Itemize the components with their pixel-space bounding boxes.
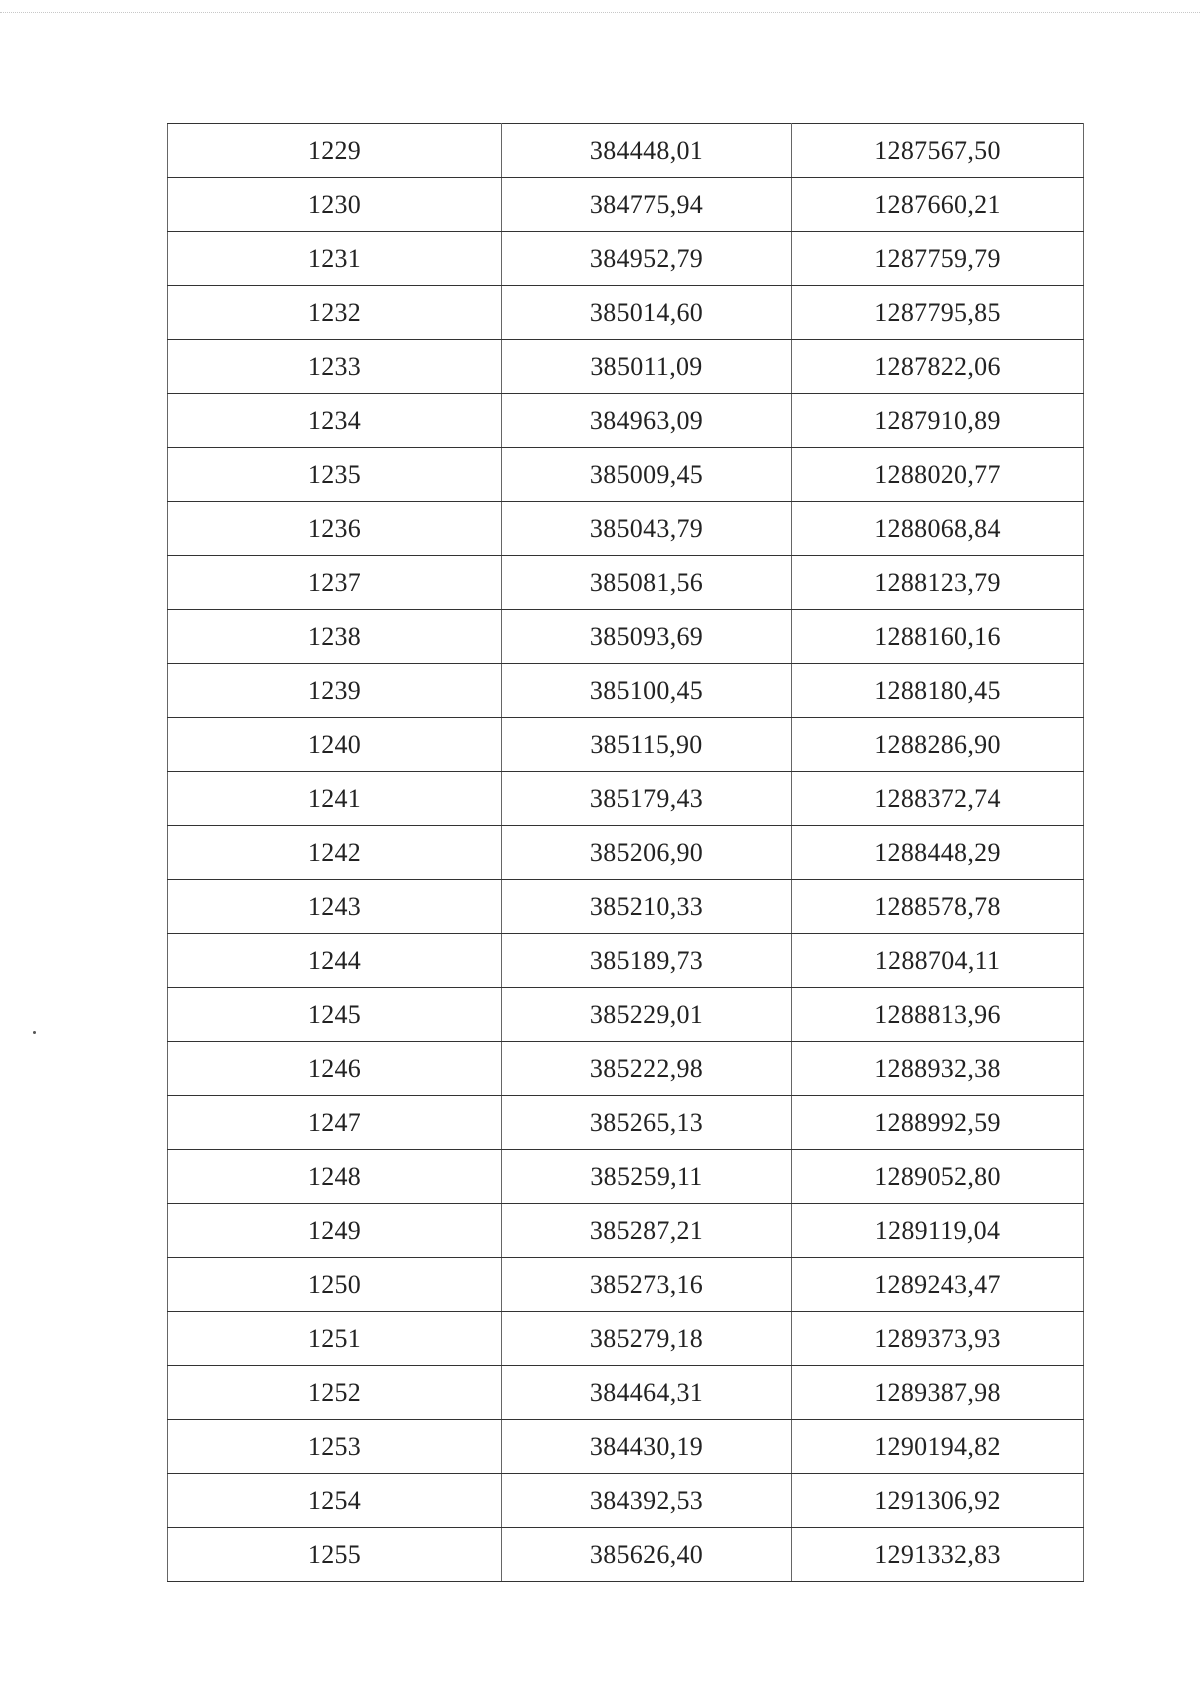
point-number-cell: 1230: [168, 178, 502, 232]
point-number-cell: 1243: [168, 880, 502, 934]
x-coordinate-cell: 385009,45: [502, 448, 792, 502]
x-coordinate-cell: 384392,53: [502, 1474, 792, 1528]
table-row: [168, 1258, 1084, 1312]
x-coordinate-cell: 385014,60: [502, 286, 792, 340]
y-coordinate-cell: 1291332,83: [792, 1528, 1084, 1582]
point-number-cell: 1239: [168, 664, 502, 718]
page-top-rule: [0, 12, 1200, 13]
x-coordinate-cell: 384464,31: [502, 1366, 792, 1420]
table-row: [168, 1042, 1084, 1096]
table-row: [168, 556, 1084, 610]
table-row: [168, 988, 1084, 1042]
y-coordinate-cell: 1289119,04: [792, 1204, 1084, 1258]
y-coordinate-cell: 1287910,89: [792, 394, 1084, 448]
x-coordinate-cell: 384952,79: [502, 232, 792, 286]
y-coordinate-cell: 1288068,84: [792, 502, 1084, 556]
x-coordinate-cell: 385081,56: [502, 556, 792, 610]
x-coordinate-cell: 385287,21: [502, 1204, 792, 1258]
x-coordinate-cell: 385179,43: [502, 772, 792, 826]
point-number-cell: 1235: [168, 448, 502, 502]
y-coordinate-cell: 1288813,96: [792, 988, 1084, 1042]
point-number-cell: 1245: [168, 988, 502, 1042]
table-row: [168, 124, 1084, 178]
y-coordinate-cell: 1290194,82: [792, 1420, 1084, 1474]
x-coordinate-cell: 385100,45: [502, 664, 792, 718]
table-row: [168, 1528, 1084, 1582]
point-number-cell: 1251: [168, 1312, 502, 1366]
point-number-cell: 1249: [168, 1204, 502, 1258]
point-number-cell: 1255: [168, 1528, 502, 1582]
y-coordinate-cell: 1289052,80: [792, 1150, 1084, 1204]
y-coordinate-cell: 1288448,29: [792, 826, 1084, 880]
x-coordinate-cell: 385222,98: [502, 1042, 792, 1096]
table-row: [168, 880, 1084, 934]
x-coordinate-cell: 385011,09: [502, 340, 792, 394]
table-row: [168, 448, 1084, 502]
x-coordinate-cell: 385279,18: [502, 1312, 792, 1366]
table-row: [168, 718, 1084, 772]
x-coordinate-cell: 384775,94: [502, 178, 792, 232]
point-number-cell: 1242: [168, 826, 502, 880]
x-coordinate-cell: 385189,73: [502, 934, 792, 988]
coordinates-table-body: [168, 124, 1084, 1582]
table-row: [168, 394, 1084, 448]
point-number-cell: 1241: [168, 772, 502, 826]
point-number-cell: 1237: [168, 556, 502, 610]
point-number-cell: 1253: [168, 1420, 502, 1474]
table-row: [168, 232, 1084, 286]
y-coordinate-cell: 1287795,85: [792, 286, 1084, 340]
table-row: [168, 610, 1084, 664]
table-row: [168, 502, 1084, 556]
point-number-cell: 1252: [168, 1366, 502, 1420]
table-row: [168, 772, 1084, 826]
table-row: [168, 286, 1084, 340]
x-coordinate-cell: 384430,19: [502, 1420, 792, 1474]
x-coordinate-cell: 385115,90: [502, 718, 792, 772]
y-coordinate-cell: 1287822,06: [792, 340, 1084, 394]
y-coordinate-cell: 1289373,93: [792, 1312, 1084, 1366]
x-coordinate-cell: 385043,79: [502, 502, 792, 556]
y-coordinate-cell: 1288992,59: [792, 1096, 1084, 1150]
x-coordinate-cell: 385265,13: [502, 1096, 792, 1150]
x-coordinate-cell: 385273,16: [502, 1258, 792, 1312]
y-coordinate-cell: 1288123,79: [792, 556, 1084, 610]
point-number-cell: 1236: [168, 502, 502, 556]
point-number-cell: 1229: [168, 124, 502, 178]
table-row: [168, 1096, 1084, 1150]
scan-speck: [33, 1031, 36, 1034]
point-number-cell: 1231: [168, 232, 502, 286]
point-number-cell: 1244: [168, 934, 502, 988]
y-coordinate-cell: 1291306,92: [792, 1474, 1084, 1528]
x-coordinate-cell: 384963,09: [502, 394, 792, 448]
table-row: [168, 340, 1084, 394]
y-coordinate-cell: 1288020,77: [792, 448, 1084, 502]
point-number-cell: 1250: [168, 1258, 502, 1312]
y-coordinate-cell: 1288372,74: [792, 772, 1084, 826]
table-row: [168, 826, 1084, 880]
x-coordinate-cell: 385229,01: [502, 988, 792, 1042]
y-coordinate-cell: 1288578,78: [792, 880, 1084, 934]
x-coordinate-cell: 385093,69: [502, 610, 792, 664]
table-row: [168, 1150, 1084, 1204]
point-number-cell: 1232: [168, 286, 502, 340]
table-row: [168, 934, 1084, 988]
table-row: [168, 1420, 1084, 1474]
x-coordinate-cell: 385626,40: [502, 1528, 792, 1582]
point-number-cell: 1234: [168, 394, 502, 448]
y-coordinate-cell: 1287567,50: [792, 124, 1084, 178]
point-number-cell: 1254: [168, 1474, 502, 1528]
point-number-cell: 1238: [168, 610, 502, 664]
y-coordinate-cell: 1287759,79: [792, 232, 1084, 286]
y-coordinate-cell: 1288704,11: [792, 934, 1084, 988]
y-coordinate-cell: 1288160,16: [792, 610, 1084, 664]
y-coordinate-cell: 1288286,90: [792, 718, 1084, 772]
y-coordinate-cell: 1288180,45: [792, 664, 1084, 718]
y-coordinate-cell: 1288932,38: [792, 1042, 1084, 1096]
table-row: [168, 664, 1084, 718]
y-coordinate-cell: 1289243,47: [792, 1258, 1084, 1312]
point-number-cell: 1233: [168, 340, 502, 394]
x-coordinate-cell: 384448,01: [502, 124, 792, 178]
table-row: [168, 1366, 1084, 1420]
table-row: [168, 178, 1084, 232]
x-coordinate-cell: 385259,11: [502, 1150, 792, 1204]
table-row: [168, 1474, 1084, 1528]
y-coordinate-cell: 1289387,98: [792, 1366, 1084, 1420]
coordinates-table: [167, 123, 1084, 1582]
point-number-cell: 1247: [168, 1096, 502, 1150]
point-number-cell: 1246: [168, 1042, 502, 1096]
y-coordinate-cell: 1287660,21: [792, 178, 1084, 232]
x-coordinate-cell: 385206,90: [502, 826, 792, 880]
x-coordinate-cell: 385210,33: [502, 880, 792, 934]
point-number-cell: 1248: [168, 1150, 502, 1204]
table-row: [168, 1204, 1084, 1258]
table-row: [168, 1312, 1084, 1366]
point-number-cell: 1240: [168, 718, 502, 772]
